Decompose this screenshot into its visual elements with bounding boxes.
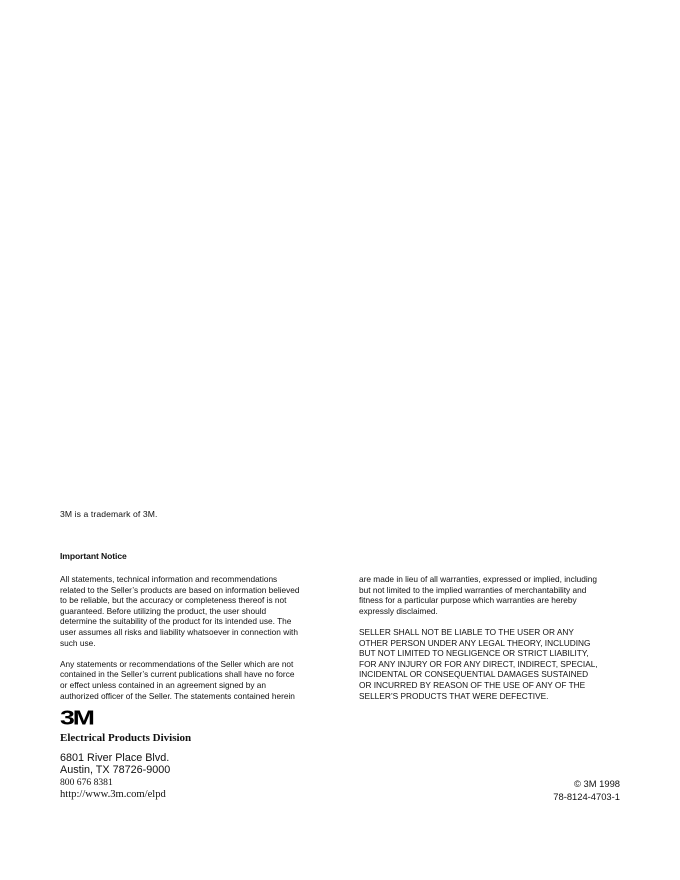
division-name: Electrical Products Division	[60, 732, 192, 744]
address-street: 6801 River Place Blvd.	[60, 752, 170, 764]
notice-paragraph: Any statements or recommendations of the Seller which are not contained in the Seller’s current publications shall have no force or effect unless contained in an agreement signed by an authorized officer of the Seller. The statements contained herein	[60, 658, 295, 701]
notice-paragraph: are made in lieu of all warranties, expressed or implied, including but not limited to the implied warranties of merchantability and fitness for a particular purpose which warranties are hereby expressly disclaimed.	[359, 574, 597, 616]
notice-right-column	[359, 574, 634, 701]
important-notice-heading: Important Notice	[60, 551, 127, 561]
document-number: 78-8124-4703-1	[553, 791, 620, 802]
phone-number: 800 676 8381	[60, 777, 113, 788]
3m-logo	[60, 709, 94, 727]
notice-paragraph: All statements, technical information and recommendations related to the Seller’s products are based on information believed to be reliable, but the accuracy or completeness thereof is not guaranteed. Before utilizing the product, the user should determine the suitability of the product for its intended use. The user assumes all risks and liability whatsoever in connection with such use.	[60, 574, 300, 648]
address-city: Austin, TX 78726-9000	[60, 764, 171, 776]
trademark-statement: 3M is a trademark of 3M.	[60, 509, 158, 519]
liability-disclaimer: SELLER SHALL NOT BE LIABLE TO THE USER OR ANY OTHER PERSON UNDER ANY LEGAL THEORY, INCLUDING BUT NOT LIMITED TO NEGLIGENCE OR STRICT LIABILITY, FOR ANY INJURY OR FOR ANY DIRECT, INDIRECT, SPECIAL, INCIDENTAL OR CONSEQUENTIAL DAMAGES SUSTAINED OR INCURRED BY REASON OF THE USE OF ANY OF THE SELLER’S PRODUCTS THAT WERE DEFECTIVE.	[359, 626, 598, 701]
svg-text:3M: 3M	[60, 709, 94, 727]
website-url: http://www.3m.com/elpd	[60, 789, 166, 800]
notice-left-column	[60, 574, 335, 701]
copyright-notice: © 3M 1998	[574, 778, 620, 789]
